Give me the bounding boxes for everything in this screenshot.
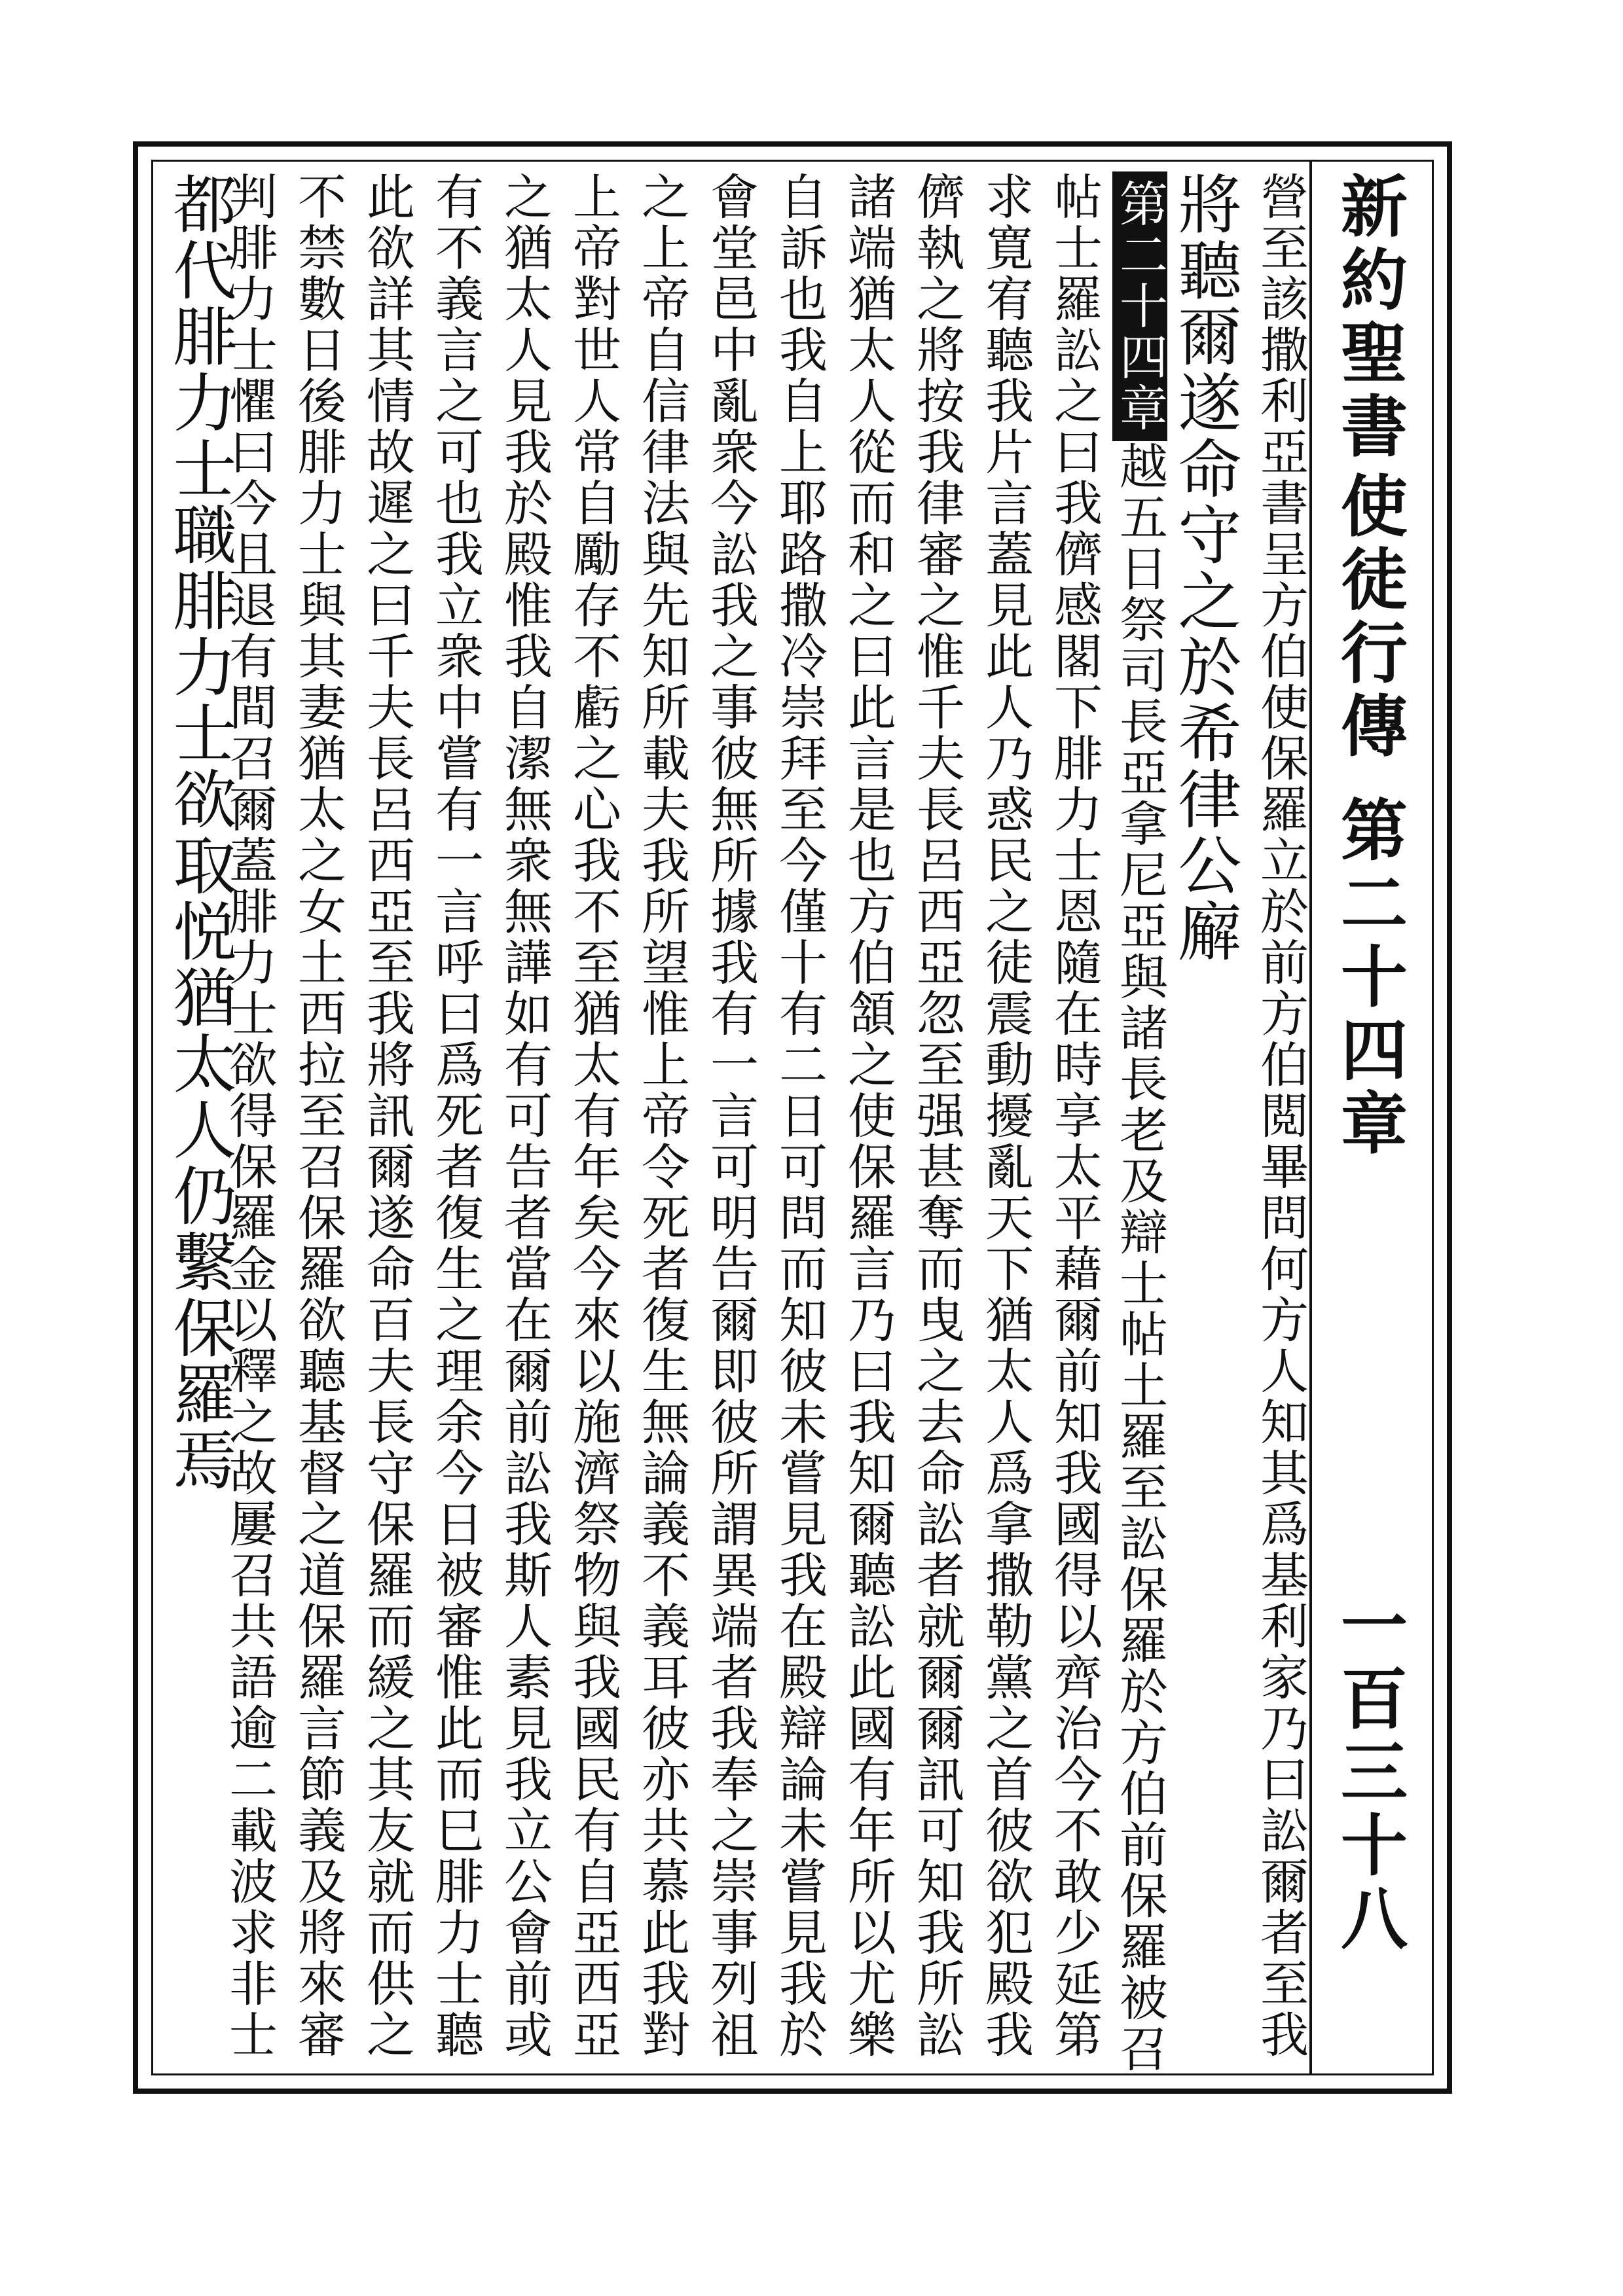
text-column-13: 有不義言之可也我立衆中嘗有一言呼曰爲死者復生之理余今日被審惟此而巳腓力士聽	[428, 171, 484, 2060]
book-title: 新約聖書	[1330, 171, 1408, 465]
text-column-17: 都代腓力士職腓力士欲取悦猶太人仍繫保羅焉	[162, 171, 236, 1494]
text-column-3-rest: 越五日祭司長亞拿尼亞與諸長老及辯士帖土羅至訟保羅於方伯前保羅被召	[1112, 441, 1168, 2075]
page-number: 一百三十八	[1330, 1590, 1408, 1957]
text-column-12: 之猶太人見我於殿惟我自潔無衆無譁如有可告者當在爾前訟我斯人素見我立公會前或	[496, 171, 553, 2060]
chapter-badge: 第二十四章	[1112, 171, 1167, 441]
text-column-4: 帖士羅訟之曰我儕感閣下腓力士恩隨在時享太平藉爾前知我國得以齊治今不敢少延第	[1046, 171, 1103, 2060]
text-column-9: 會堂邑中亂衆今訟我之事彼無所據我有一言可明告爾即彼所謂異端者我奉之崇事列祖	[702, 171, 759, 2060]
book-name: 使徒行傳	[1330, 471, 1408, 764]
text-column-1: 營至該撒利亞書呈方伯使保羅立於前方伯閲畢問何方人知其爲基利家乃曰訟爾者至我	[1252, 171, 1309, 2060]
text-column-16: 判腓力士懼曰今且退有間召爾蓋腓力士欲得保羅金以釋之故屢召共語逾二載波求非士	[221, 171, 278, 2060]
header-divider	[1309, 160, 1312, 2075]
text-column-2: 將聽爾遂命守之於希律公廨	[1167, 171, 1241, 965]
chapter-heading: 第二十四章	[1330, 795, 1408, 1162]
text-column-7: 諸端猶太人從而和之曰此言是也方伯頷之使保羅言乃曰我知爾聽訟此國有年所以尤樂	[840, 171, 896, 2060]
text-column-8: 自訴也我自上耶路撒冷崇拜至今僅十有二日可問而知彼未嘗見我在殿辯論未嘗見我於	[771, 171, 828, 2060]
text-column-6: 儕執之將按我律審之惟千夫長呂西亞忽至强甚奪而曳之去命訟者就爾爾訊可知我所訟	[909, 171, 965, 2060]
text-column-10: 之上帝自信律法與先知所載夫我所望惟上帝令死者復生無論義不義耳彼亦共慕此我對	[634, 171, 690, 2060]
text-column-11: 上帝對世人常自勵存不虧之心我不至猶太有年矣今來以施濟祭物與我國民有自亞西亞	[565, 171, 621, 2060]
text-column-14: 此欲詳其情故遲之曰千夫長呂西亞至我將訊爾遂命百夫長守保羅而緩之其友就而供之	[359, 171, 415, 2060]
text-column-5: 求寛宥聽我片言蓋見此人乃惑民之徒震動擾亂天下猶太人爲拿撒勒黨之首彼欲犯殿我	[977, 171, 1034, 2060]
text-column-3	[1097, 171, 1168, 2075]
text-column-15: 不禁數日後腓力士與其妻猶太之女土西拉至召保羅欲聽基督之道保羅言節義及將來審	[290, 171, 346, 2060]
